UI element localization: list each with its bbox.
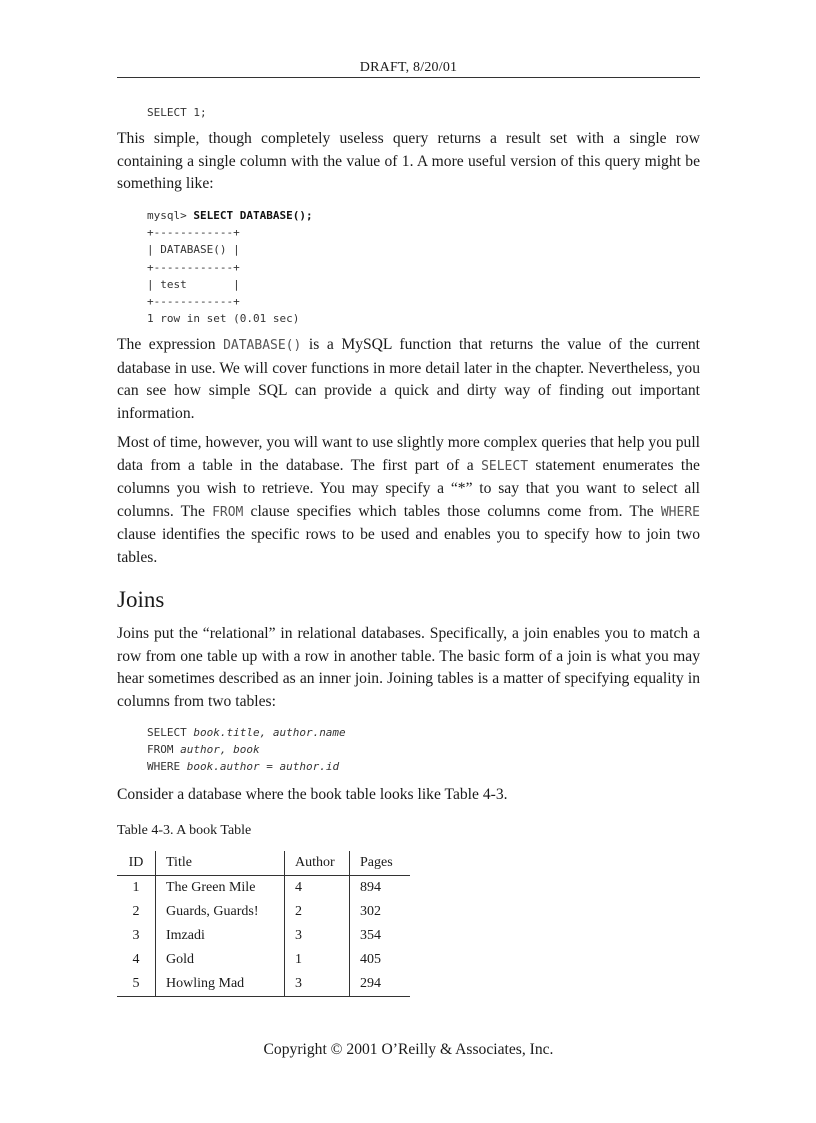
result-line: +------------+	[147, 295, 240, 309]
table-row	[117, 900, 410, 924]
sql-keyword: WHERE	[147, 760, 187, 774]
column-header-title: Title	[156, 851, 285, 876]
cell-author: 1	[285, 948, 350, 972]
text-run: clause specifies which tables those columns come from. The	[243, 502, 661, 520]
cell-pages: 302	[350, 900, 411, 924]
result-line: +------------+	[147, 226, 240, 240]
table-header-row	[117, 851, 410, 876]
cell-id: 4	[132, 952, 140, 967]
text-run: is a MySQL function that returns the value of the current database in use. We will cover functions in more detail later in the chapter. Nevertheless, you can see how simple SQL can provide a quick and dirty way of finding out important information.	[117, 336, 701, 422]
sql-expression: book.title, author.name	[193, 726, 346, 739]
text-run: Most of time, however, you will want to use slightly more complex queries that help you pull data from a table in the database. The first part of a	[117, 434, 700, 474]
page-footer: Copyright © 2001 O’Reilly & Associates, Inc.	[263, 1041, 554, 1058]
table-caption: Table 4-3. A book Table	[117, 823, 252, 838]
cell-pages: 405	[350, 948, 411, 972]
paragraph-joins: Joins put the “relational” in relational databases. Specifically, a join enables you to match a row from one table up with a row in another table. The basic form of a join is what you may hear sometimes described as an inner join. Joining tables is a matter of specifying equality in columns from two tables:	[117, 625, 700, 710]
cell-id: 3	[132, 928, 140, 943]
sql-keyword: SELECT	[147, 726, 194, 739]
text-run: statement enumerates the columns you wish to retrieve. You may specify a “*” to say that you want to select all columns. The	[117, 456, 700, 520]
code-block-database-query	[147, 207, 313, 327]
table-row	[117, 948, 410, 972]
paragraph-select-explanation	[117, 432, 700, 570]
sql-expression: author, book	[180, 743, 260, 757]
cell-id: 1	[132, 880, 140, 895]
cell-title: The Green Mile	[156, 876, 285, 901]
code-block-join-query	[147, 724, 346, 776]
book-table	[117, 851, 410, 997]
inline-code: FROM	[212, 504, 244, 520]
result-line: | DATABASE() |	[147, 243, 240, 257]
result-line: | test |	[147, 277, 240, 291]
result-line: 1 row in set (0.01 sec)	[147, 312, 300, 326]
table-row	[117, 876, 410, 901]
cell-author: 3	[285, 972, 350, 997]
cell-id: 2	[132, 904, 140, 919]
code-line: SELECT 1;	[147, 106, 207, 119]
cell-id: 5	[117, 972, 156, 997]
result-line: +------------+	[147, 260, 240, 274]
header-rule	[117, 77, 700, 78]
cell-pages: 354	[350, 924, 411, 948]
paragraph-consider: Consider a database where the book table looks like Table 4-3.	[117, 786, 508, 803]
cell-author: 4	[285, 876, 350, 901]
cell-title: Gold	[156, 948, 285, 972]
section-heading: Joins	[117, 587, 165, 612]
sql-expression: book.author = author.id	[186, 760, 340, 774]
cell-author: 2	[285, 900, 350, 924]
column-header-author: Author	[285, 851, 350, 876]
paragraph-database-function	[117, 334, 700, 425]
inline-code: SELECT	[481, 458, 529, 474]
sql-keyword: FROM	[147, 743, 181, 757]
table-row	[117, 924, 410, 948]
cell-pages: 294	[350, 972, 411, 997]
cell-title: Guards, Guards!	[156, 900, 285, 924]
column-header-pages: Pages	[350, 851, 411, 876]
paragraph-intro: This simple, though completely useless query returns a result set with a single row containing a single column with the value of 1. A more useful version of this query might be something like:	[117, 130, 700, 193]
cell-title: Howling Mad	[156, 972, 285, 997]
code-block-select-1	[147, 104, 207, 121]
sql-command: SELECT DATABASE();	[193, 209, 313, 222]
text-run: clause identifies the specific rows to be used and enables you to specify how to join two tables.	[117, 526, 700, 566]
cell-author: 3	[285, 924, 350, 948]
mysql-prompt: mysql>	[147, 209, 194, 222]
inline-code: DATABASE()	[223, 338, 302, 353]
inline-code: WHERE	[660, 504, 700, 520]
table-row	[117, 972, 410, 997]
cell-pages: 894	[350, 876, 411, 901]
page-header: DRAFT, 8/20/01	[359, 60, 458, 75]
column-header-id: ID	[117, 851, 156, 876]
text-run: The expression	[117, 336, 224, 353]
cell-title: Imzadi	[156, 924, 285, 948]
